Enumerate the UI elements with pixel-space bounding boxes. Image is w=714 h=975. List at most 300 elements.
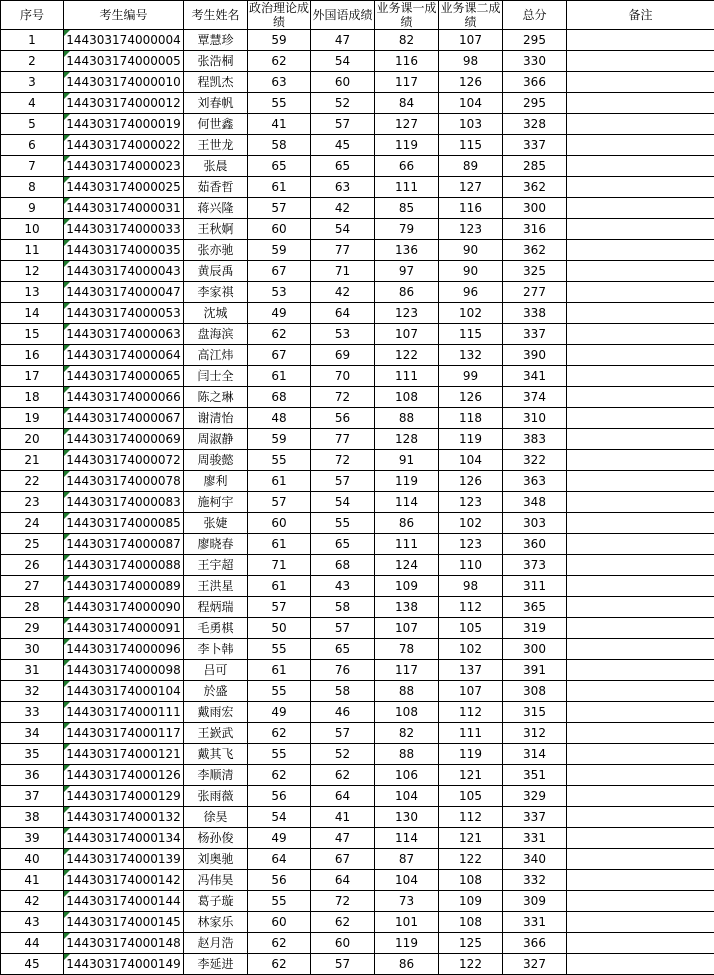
table-row bbox=[1, 177, 714, 198]
cell-major-1: 124 bbox=[375, 555, 439, 576]
cell-major-1: 119 bbox=[375, 933, 439, 954]
cell-note bbox=[567, 639, 714, 660]
cell-major-2: 125 bbox=[439, 933, 503, 954]
cell-seq: 12 bbox=[1, 261, 64, 282]
cell-total: 365 bbox=[503, 597, 567, 618]
cell-exam-id: 144303174000066 bbox=[64, 387, 184, 408]
cell-seq: 35 bbox=[1, 744, 64, 765]
cell-note bbox=[567, 534, 714, 555]
table-row bbox=[1, 450, 714, 471]
cell-major-1: 97 bbox=[375, 261, 439, 282]
cell-name: 蒋兴隆 bbox=[184, 198, 248, 219]
cell-foreign-language: 47 bbox=[311, 828, 375, 849]
cell-foreign-language: 71 bbox=[311, 261, 375, 282]
cell-exam-id: 144303174000085 bbox=[64, 513, 184, 534]
table-row bbox=[1, 366, 714, 387]
cell-note bbox=[567, 177, 714, 198]
cell-exam-id: 144303174000129 bbox=[64, 786, 184, 807]
cell-exam-id: 144303174000144 bbox=[64, 891, 184, 912]
cell-politics: 55 bbox=[248, 681, 311, 702]
table-row bbox=[1, 30, 714, 51]
cell-major-1: 111 bbox=[375, 366, 439, 387]
cell-foreign-language: 54 bbox=[311, 219, 375, 240]
cell-major-1: 107 bbox=[375, 324, 439, 345]
cell-total: 362 bbox=[503, 240, 567, 261]
table-row bbox=[1, 807, 714, 828]
table-row bbox=[1, 303, 714, 324]
cell-major-1: 88 bbox=[375, 408, 439, 429]
cell-name: 杨孙俊 bbox=[184, 828, 248, 849]
cell-politics: 60 bbox=[248, 219, 311, 240]
cell-foreign-language: 67 bbox=[311, 849, 375, 870]
cell-major-2: 132 bbox=[439, 345, 503, 366]
cell-exam-id: 144303174000035 bbox=[64, 240, 184, 261]
cell-major-2: 102 bbox=[439, 639, 503, 660]
cell-politics: 59 bbox=[248, 429, 311, 450]
cell-total: 338 bbox=[503, 303, 567, 324]
cell-foreign-language: 52 bbox=[311, 744, 375, 765]
cell-total: 331 bbox=[503, 912, 567, 933]
cell-seq: 21 bbox=[1, 450, 64, 471]
cell-major-1: 122 bbox=[375, 345, 439, 366]
cell-major-1: 86 bbox=[375, 282, 439, 303]
cell-politics: 56 bbox=[248, 786, 311, 807]
cell-note bbox=[567, 933, 714, 954]
table-row bbox=[1, 870, 714, 891]
cell-foreign-language: 62 bbox=[311, 912, 375, 933]
cell-foreign-language: 54 bbox=[311, 51, 375, 72]
cell-note bbox=[567, 198, 714, 219]
cell-total: 366 bbox=[503, 933, 567, 954]
cell-note bbox=[567, 681, 714, 702]
cell-name: 闫士全 bbox=[184, 366, 248, 387]
cell-name: 王宇超 bbox=[184, 555, 248, 576]
cell-major-2: 119 bbox=[439, 429, 503, 450]
table-row bbox=[1, 828, 714, 849]
cell-politics: 55 bbox=[248, 450, 311, 471]
cell-exam-id: 144303174000033 bbox=[64, 219, 184, 240]
table-row bbox=[1, 513, 714, 534]
header-foreign-language: 外国语成绩 bbox=[311, 1, 375, 30]
cell-name: 何世鑫 bbox=[184, 114, 248, 135]
cell-exam-id: 144303174000031 bbox=[64, 198, 184, 219]
cell-name: 李卜韩 bbox=[184, 639, 248, 660]
cell-major-2: 109 bbox=[439, 891, 503, 912]
cell-exam-id: 144303174000065 bbox=[64, 366, 184, 387]
table-row bbox=[1, 660, 714, 681]
cell-politics: 61 bbox=[248, 177, 311, 198]
cell-name: 张浩桐 bbox=[184, 51, 248, 72]
cell-note bbox=[567, 471, 714, 492]
cell-seq: 38 bbox=[1, 807, 64, 828]
cell-exam-id: 144303174000090 bbox=[64, 597, 184, 618]
table-row bbox=[1, 744, 714, 765]
cell-total: 285 bbox=[503, 156, 567, 177]
cell-major-2: 112 bbox=[439, 597, 503, 618]
table-row bbox=[1, 534, 714, 555]
cell-politics: 67 bbox=[248, 345, 311, 366]
cell-major-2: 110 bbox=[439, 555, 503, 576]
table-body bbox=[1, 30, 714, 975]
cell-name: 吕可 bbox=[184, 660, 248, 681]
cell-name: 李顺清 bbox=[184, 765, 248, 786]
cell-politics: 56 bbox=[248, 870, 311, 891]
cell-exam-id: 144303174000096 bbox=[64, 639, 184, 660]
table-row bbox=[1, 723, 714, 744]
cell-total: 328 bbox=[503, 114, 567, 135]
cell-foreign-language: 52 bbox=[311, 93, 375, 114]
cell-seq: 28 bbox=[1, 597, 64, 618]
cell-seq: 23 bbox=[1, 492, 64, 513]
table-row bbox=[1, 72, 714, 93]
header-row bbox=[1, 1, 714, 30]
cell-total: 303 bbox=[503, 513, 567, 534]
cell-politics: 65 bbox=[248, 156, 311, 177]
cell-seq: 10 bbox=[1, 219, 64, 240]
cell-foreign-language: 54 bbox=[311, 492, 375, 513]
cell-note bbox=[567, 93, 714, 114]
table-row bbox=[1, 597, 714, 618]
table-row bbox=[1, 408, 714, 429]
cell-note bbox=[567, 618, 714, 639]
cell-major-2: 90 bbox=[439, 240, 503, 261]
cell-name: 刘春帆 bbox=[184, 93, 248, 114]
cell-exam-id: 144303174000148 bbox=[64, 933, 184, 954]
cell-exam-id: 144303174000004 bbox=[64, 30, 184, 51]
cell-seq: 37 bbox=[1, 786, 64, 807]
cell-total: 362 bbox=[503, 177, 567, 198]
cell-major-2: 123 bbox=[439, 534, 503, 555]
cell-total: 319 bbox=[503, 618, 567, 639]
cell-major-2: 96 bbox=[439, 282, 503, 303]
cell-major-2: 126 bbox=[439, 471, 503, 492]
cell-foreign-language: 64 bbox=[311, 786, 375, 807]
cell-foreign-language: 58 bbox=[311, 597, 375, 618]
cell-major-2: 112 bbox=[439, 702, 503, 723]
cell-note bbox=[567, 303, 714, 324]
cell-note bbox=[567, 156, 714, 177]
cell-name: 刘奥驰 bbox=[184, 849, 248, 870]
cell-name: 陈之琳 bbox=[184, 387, 248, 408]
cell-foreign-language: 65 bbox=[311, 639, 375, 660]
cell-note bbox=[567, 30, 714, 51]
cell-major-1: 107 bbox=[375, 618, 439, 639]
cell-exam-id: 144303174000088 bbox=[64, 555, 184, 576]
cell-foreign-language: 65 bbox=[311, 534, 375, 555]
table-row bbox=[1, 492, 714, 513]
cell-name: 盘海滨 bbox=[184, 324, 248, 345]
cell-seq: 16 bbox=[1, 345, 64, 366]
cell-note bbox=[567, 660, 714, 681]
cell-foreign-language: 69 bbox=[311, 345, 375, 366]
cell-note bbox=[567, 891, 714, 912]
header-politics: 政治理论成绩 bbox=[248, 1, 311, 30]
cell-note bbox=[567, 450, 714, 471]
cell-seq: 24 bbox=[1, 513, 64, 534]
cell-name: 高江炜 bbox=[184, 345, 248, 366]
cell-major-2: 99 bbox=[439, 366, 503, 387]
cell-exam-id: 144303174000121 bbox=[64, 744, 184, 765]
table-row bbox=[1, 576, 714, 597]
cell-foreign-language: 57 bbox=[311, 114, 375, 135]
cell-major-2: 102 bbox=[439, 303, 503, 324]
cell-exam-id: 144303174000069 bbox=[64, 429, 184, 450]
cell-total: 277 bbox=[503, 282, 567, 303]
cell-name: 赵月浩 bbox=[184, 933, 248, 954]
cell-politics: 57 bbox=[248, 597, 311, 618]
cell-total: 373 bbox=[503, 555, 567, 576]
cell-politics: 50 bbox=[248, 618, 311, 639]
cell-politics: 53 bbox=[248, 282, 311, 303]
cell-total: 332 bbox=[503, 870, 567, 891]
cell-foreign-language: 46 bbox=[311, 702, 375, 723]
cell-total: 331 bbox=[503, 828, 567, 849]
cell-note bbox=[567, 912, 714, 933]
cell-major-1: 87 bbox=[375, 849, 439, 870]
cell-name: 王洪星 bbox=[184, 576, 248, 597]
cell-exam-id: 144303174000067 bbox=[64, 408, 184, 429]
table-row bbox=[1, 135, 714, 156]
cell-politics: 41 bbox=[248, 114, 311, 135]
cell-exam-id: 144303174000019 bbox=[64, 114, 184, 135]
cell-foreign-language: 55 bbox=[311, 513, 375, 534]
cell-major-1: 78 bbox=[375, 639, 439, 660]
cell-politics: 49 bbox=[248, 828, 311, 849]
table-row bbox=[1, 282, 714, 303]
cell-note bbox=[567, 114, 714, 135]
cell-major-2: 104 bbox=[439, 93, 503, 114]
cell-major-1: 85 bbox=[375, 198, 439, 219]
cell-seq: 22 bbox=[1, 471, 64, 492]
cell-exam-id: 144303174000053 bbox=[64, 303, 184, 324]
cell-total: 300 bbox=[503, 639, 567, 660]
cell-total: 295 bbox=[503, 93, 567, 114]
cell-major-1: 119 bbox=[375, 471, 439, 492]
cell-major-2: 104 bbox=[439, 450, 503, 471]
cell-name: 葛子璇 bbox=[184, 891, 248, 912]
cell-seq: 27 bbox=[1, 576, 64, 597]
cell-politics: 62 bbox=[248, 933, 311, 954]
cell-major-2: 121 bbox=[439, 828, 503, 849]
cell-politics: 61 bbox=[248, 576, 311, 597]
header-major-2: 业务课二成绩 bbox=[439, 1, 503, 30]
cell-name: 张亦驰 bbox=[184, 240, 248, 261]
cell-foreign-language: 68 bbox=[311, 555, 375, 576]
cell-politics: 57 bbox=[248, 198, 311, 219]
cell-major-1: 116 bbox=[375, 51, 439, 72]
cell-major-1: 101 bbox=[375, 912, 439, 933]
cell-total: 337 bbox=[503, 135, 567, 156]
cell-note bbox=[567, 282, 714, 303]
cell-major-2: 90 bbox=[439, 261, 503, 282]
cell-major-1: 109 bbox=[375, 576, 439, 597]
cell-note bbox=[567, 261, 714, 282]
cell-major-1: 123 bbox=[375, 303, 439, 324]
cell-major-1: 106 bbox=[375, 765, 439, 786]
cell-major-1: 128 bbox=[375, 429, 439, 450]
cell-politics: 49 bbox=[248, 702, 311, 723]
cell-note bbox=[567, 492, 714, 513]
cell-name: 茹香哲 bbox=[184, 177, 248, 198]
cell-note bbox=[567, 240, 714, 261]
cell-foreign-language: 42 bbox=[311, 282, 375, 303]
cell-exam-id: 144303174000098 bbox=[64, 660, 184, 681]
cell-note bbox=[567, 597, 714, 618]
cell-major-1: 86 bbox=[375, 954, 439, 975]
cell-politics: 55 bbox=[248, 93, 311, 114]
cell-note bbox=[567, 387, 714, 408]
cell-major-1: 130 bbox=[375, 807, 439, 828]
cell-name: 黄辰禹 bbox=[184, 261, 248, 282]
cell-name: 王秋婀 bbox=[184, 219, 248, 240]
cell-seq: 5 bbox=[1, 114, 64, 135]
cell-exam-id: 144303174000022 bbox=[64, 135, 184, 156]
cell-total: 383 bbox=[503, 429, 567, 450]
cell-seq: 8 bbox=[1, 177, 64, 198]
cell-note bbox=[567, 429, 714, 450]
cell-foreign-language: 64 bbox=[311, 303, 375, 324]
cell-major-1: 88 bbox=[375, 744, 439, 765]
cell-name: 於盛 bbox=[184, 681, 248, 702]
cell-foreign-language: 43 bbox=[311, 576, 375, 597]
table-row bbox=[1, 471, 714, 492]
cell-name: 覃慧珍 bbox=[184, 30, 248, 51]
cell-total: 341 bbox=[503, 366, 567, 387]
cell-seq: 36 bbox=[1, 765, 64, 786]
cell-total: 351 bbox=[503, 765, 567, 786]
cell-name: 李家祺 bbox=[184, 282, 248, 303]
cell-total: 295 bbox=[503, 30, 567, 51]
cell-total: 329 bbox=[503, 786, 567, 807]
cell-foreign-language: 57 bbox=[311, 618, 375, 639]
cell-major-2: 123 bbox=[439, 492, 503, 513]
cell-seq: 19 bbox=[1, 408, 64, 429]
cell-foreign-language: 56 bbox=[311, 408, 375, 429]
table-row bbox=[1, 345, 714, 366]
cell-name: 张雨薇 bbox=[184, 786, 248, 807]
cell-note bbox=[567, 408, 714, 429]
cell-major-2: 102 bbox=[439, 513, 503, 534]
table-row bbox=[1, 702, 714, 723]
cell-seq: 30 bbox=[1, 639, 64, 660]
cell-note bbox=[567, 513, 714, 534]
cell-major-1: 114 bbox=[375, 492, 439, 513]
cell-major-2: 115 bbox=[439, 324, 503, 345]
cell-major-2: 126 bbox=[439, 387, 503, 408]
cell-major-1: 86 bbox=[375, 513, 439, 534]
cell-exam-id: 144303174000117 bbox=[64, 723, 184, 744]
cell-total: 391 bbox=[503, 660, 567, 681]
header-total: 总分 bbox=[503, 1, 567, 30]
cell-politics: 62 bbox=[248, 954, 311, 975]
cell-seq: 4 bbox=[1, 93, 64, 114]
cell-foreign-language: 57 bbox=[311, 471, 375, 492]
cell-seq: 44 bbox=[1, 933, 64, 954]
cell-politics: 54 bbox=[248, 807, 311, 828]
cell-politics: 57 bbox=[248, 492, 311, 513]
cell-major-1: 117 bbox=[375, 660, 439, 681]
cell-seq: 40 bbox=[1, 849, 64, 870]
cell-total: 348 bbox=[503, 492, 567, 513]
cell-foreign-language: 57 bbox=[311, 723, 375, 744]
cell-name: 张婕 bbox=[184, 513, 248, 534]
cell-major-1: 88 bbox=[375, 681, 439, 702]
cell-major-2: 89 bbox=[439, 156, 503, 177]
cell-name: 冯伟昊 bbox=[184, 870, 248, 891]
cell-major-2: 126 bbox=[439, 72, 503, 93]
cell-total: 330 bbox=[503, 51, 567, 72]
cell-name: 张晨 bbox=[184, 156, 248, 177]
cell-name: 施柯宇 bbox=[184, 492, 248, 513]
cell-note bbox=[567, 366, 714, 387]
cell-exam-id: 144303174000139 bbox=[64, 849, 184, 870]
cell-major-1: 117 bbox=[375, 72, 439, 93]
cell-exam-id: 144303174000142 bbox=[64, 870, 184, 891]
cell-exam-id: 144303174000083 bbox=[64, 492, 184, 513]
cell-politics: 58 bbox=[248, 135, 311, 156]
cell-exam-id: 144303174000134 bbox=[64, 828, 184, 849]
cell-major-1: 104 bbox=[375, 870, 439, 891]
cell-seq: 34 bbox=[1, 723, 64, 744]
cell-major-2: 107 bbox=[439, 681, 503, 702]
cell-name: 廖利 bbox=[184, 471, 248, 492]
cell-name: 周骏懿 bbox=[184, 450, 248, 471]
cell-foreign-language: 63 bbox=[311, 177, 375, 198]
cell-exam-id: 144303174000010 bbox=[64, 72, 184, 93]
cell-foreign-language: 60 bbox=[311, 72, 375, 93]
cell-name: 戴雨宏 bbox=[184, 702, 248, 723]
cell-note bbox=[567, 744, 714, 765]
cell-note bbox=[567, 72, 714, 93]
cell-major-1: 79 bbox=[375, 219, 439, 240]
cell-exam-id: 144303174000005 bbox=[64, 51, 184, 72]
cell-foreign-language: 42 bbox=[311, 198, 375, 219]
table-row bbox=[1, 51, 714, 72]
cell-foreign-language: 53 bbox=[311, 324, 375, 345]
cell-exam-id: 144303174000132 bbox=[64, 807, 184, 828]
cell-note bbox=[567, 51, 714, 72]
table-row bbox=[1, 156, 714, 177]
table-row bbox=[1, 765, 714, 786]
cell-seq: 11 bbox=[1, 240, 64, 261]
table-row bbox=[1, 240, 714, 261]
cell-foreign-language: 76 bbox=[311, 660, 375, 681]
cell-exam-id: 144303174000012 bbox=[64, 93, 184, 114]
cell-exam-id: 144303174000072 bbox=[64, 450, 184, 471]
cell-major-2: 107 bbox=[439, 30, 503, 51]
cell-seq: 18 bbox=[1, 387, 64, 408]
table-row bbox=[1, 891, 714, 912]
cell-total: 327 bbox=[503, 954, 567, 975]
cell-exam-id: 144303174000043 bbox=[64, 261, 184, 282]
cell-politics: 68 bbox=[248, 387, 311, 408]
cell-politics: 55 bbox=[248, 639, 311, 660]
table-row bbox=[1, 261, 714, 282]
header-seq: 序号 bbox=[1, 1, 64, 30]
cell-major-1: 127 bbox=[375, 114, 439, 135]
table-row bbox=[1, 198, 714, 219]
cell-exam-id: 144303174000023 bbox=[64, 156, 184, 177]
table-row bbox=[1, 618, 714, 639]
cell-major-1: 108 bbox=[375, 387, 439, 408]
cell-total: 360 bbox=[503, 534, 567, 555]
cell-foreign-language: 65 bbox=[311, 156, 375, 177]
cell-major-1: 84 bbox=[375, 93, 439, 114]
cell-name: 程炳瑞 bbox=[184, 597, 248, 618]
cell-seq: 15 bbox=[1, 324, 64, 345]
cell-exam-id: 144303174000078 bbox=[64, 471, 184, 492]
cell-total: 390 bbox=[503, 345, 567, 366]
